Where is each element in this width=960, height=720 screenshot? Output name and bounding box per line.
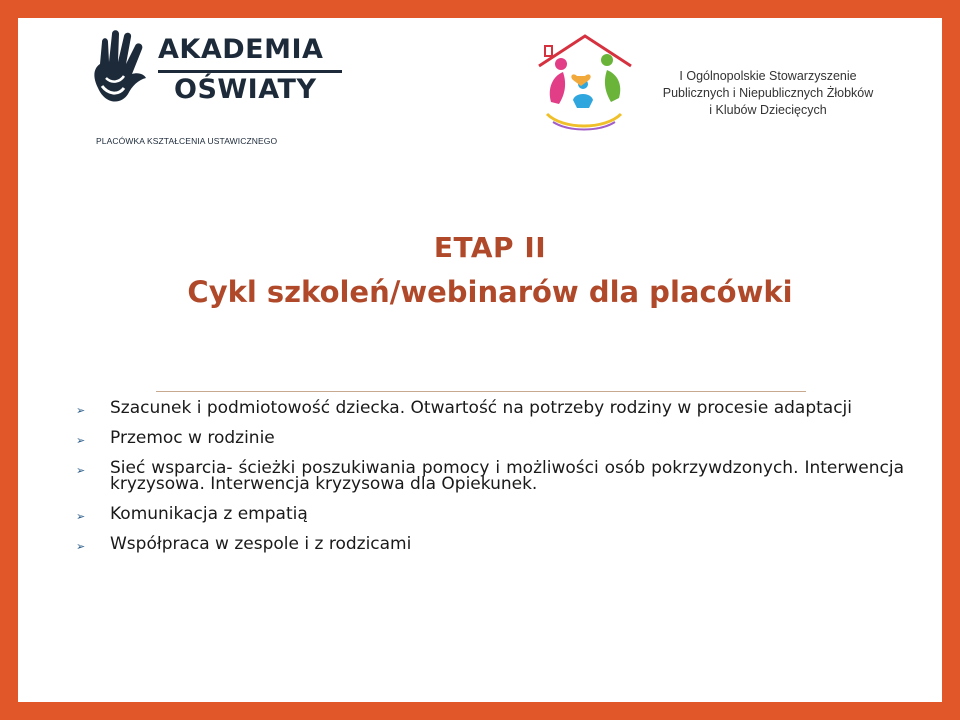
divider-line — [156, 391, 806, 392]
arrow-bullet-icon: ➢ — [76, 434, 86, 447]
logo-word-akademia: AKADEMIA — [158, 34, 324, 65]
akademia-oswiaty-logo — [88, 28, 378, 153]
list-item — [74, 430, 904, 446]
arrow-bullet-icon: ➢ — [76, 510, 86, 523]
association-name-line: i Klubów Dziecięcych — [709, 103, 827, 117]
logo-divider — [158, 70, 342, 73]
list-item-text: Współpraca w zespole i z rodzicami — [110, 534, 412, 554]
logo-word-oswiaty: OŚWIATY — [174, 74, 317, 105]
list-item-text: Przemoc w rodzinie — [110, 428, 275, 448]
bullet-list — [74, 400, 904, 566]
arrow-bullet-icon: ➢ — [76, 464, 86, 477]
arrow-bullet-icon: ➢ — [76, 404, 86, 417]
list-item — [74, 400, 904, 416]
association-logo — [533, 32, 913, 137]
list-item-text: Szacunek i podmiotowość dziecka. Otwartość na potrzeby rodziny w procesie adaptacji — [110, 398, 852, 418]
hand-icon — [88, 28, 156, 110]
arrow-bullet-icon: ➢ — [76, 540, 86, 553]
association-name — [633, 68, 903, 119]
logo-tagline: PLACÓWKA KSZTAŁCENIA USTAWICZNEGO — [96, 136, 278, 146]
slide-title — [18, 228, 960, 314]
title-subtitle: Cykl szkoleń/webinarów dla placówki — [187, 275, 793, 309]
list-item-text: Komunikacja z empatią — [110, 504, 308, 524]
list-item — [74, 536, 904, 552]
association-name-line: Publicznych i Niepublicznych Żłobków — [662, 86, 874, 100]
slide — [18, 18, 942, 702]
list-item — [74, 460, 904, 492]
title-stage: ETAP II — [433, 231, 547, 264]
list-item-text: Sieć wsparcia- ścieżki poszukiwania pomocy i możliwości osób pokrzywdzonych. Interwencja kryzysowa. Interwencja kryzysowa dla Opiekunek. — [110, 458, 904, 494]
house-family-icon — [533, 32, 635, 134]
list-item — [74, 506, 904, 522]
association-name-line: I Ogólnopolskie Stowarzyszenie — [679, 69, 857, 83]
